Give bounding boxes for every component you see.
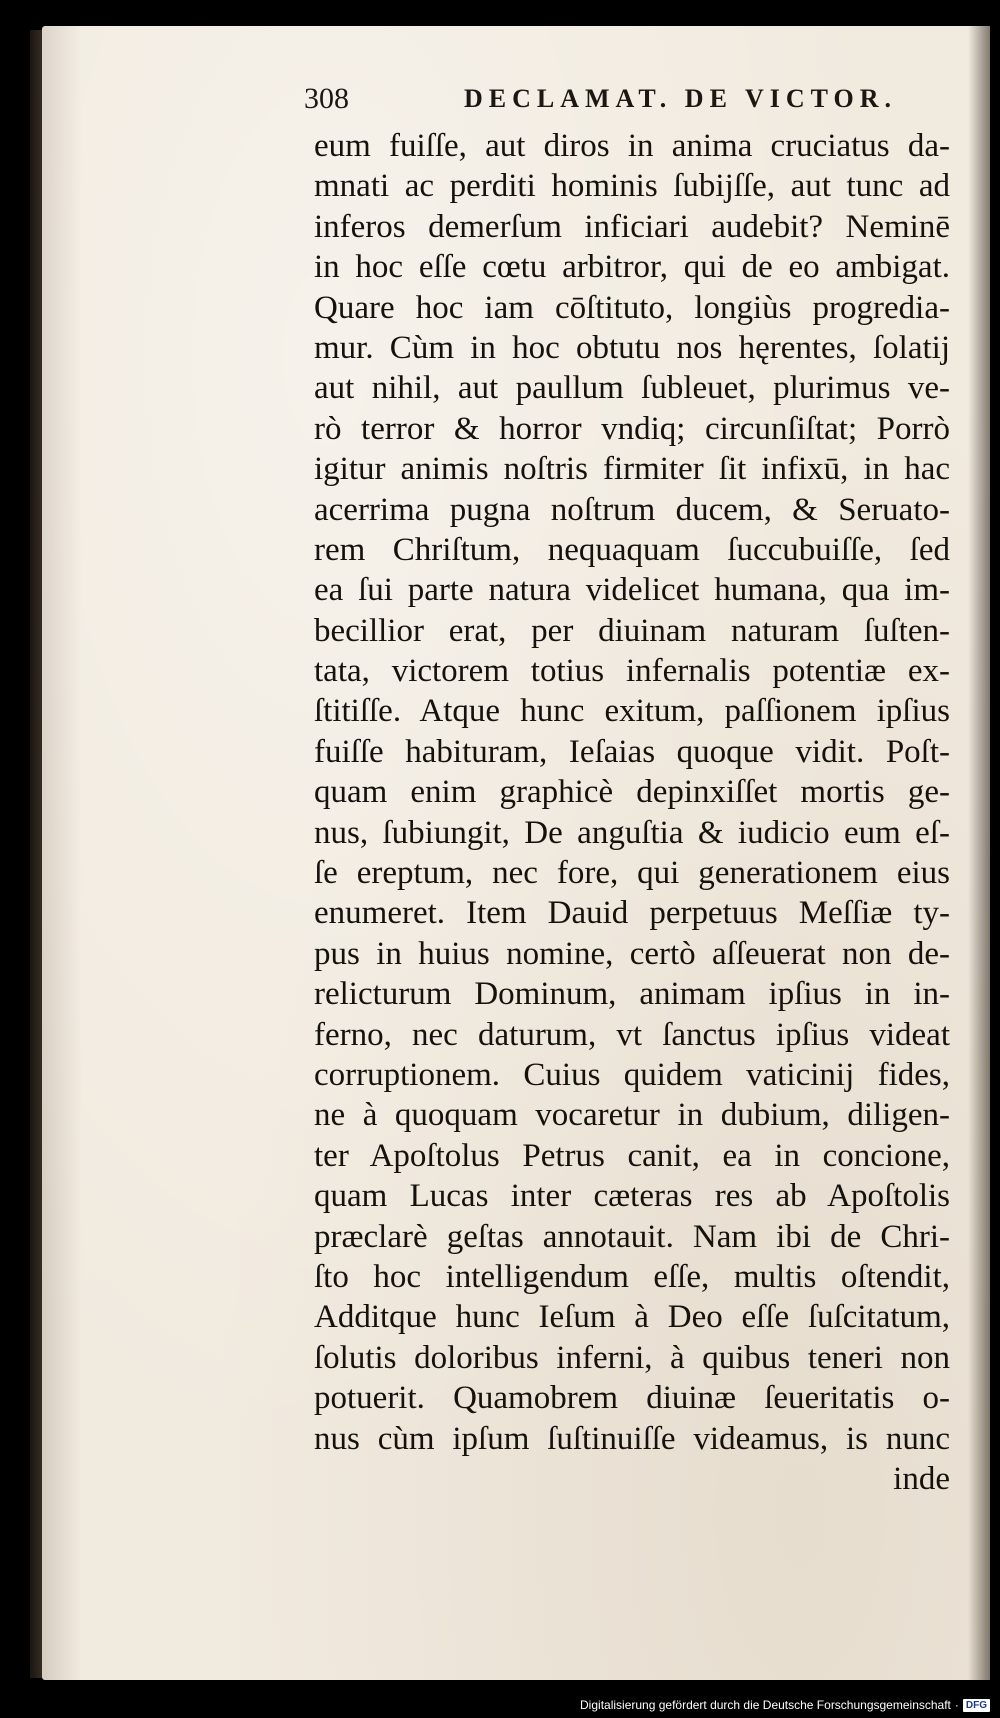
text-line: ne à quoquam vocaretur in dubium, diligen-: [314, 1097, 950, 1134]
text-line: ſto hoc intelligendum eſſe, multis oſtendit,: [314, 1258, 950, 1295]
running-head: DECLAMAT. DE VICTOR.: [464, 84, 898, 113]
text-line: enumeret. Item Dauid perpetuus Meſſiæ ty-: [314, 895, 950, 932]
text-line: Additque hunc Ieſum à Deo eſſe ſuſcitatum,: [314, 1299, 950, 1336]
text-line: mnati ac perditi hominis ſubijſſe, aut tunc ad: [314, 168, 950, 205]
text-line: Quare hoc iam cōſtituto, longiùs progredia-: [314, 289, 950, 326]
digitization-footer: [580, 1696, 990, 1714]
text-line: rò terror & horror vndiq; circunſiſtat; Porrò: [314, 410, 950, 447]
text-line: in hoc eſſe cœtu arbitror, qui de eo ambigat.: [314, 249, 950, 286]
body-text: [314, 126, 950, 1499]
text-line: ſe ereptum, nec fore, qui generationem eius: [314, 855, 950, 892]
footer-separator: ·: [954, 1698, 959, 1712]
text-line: tata, victorem totius infernalis potentiæ ex-: [314, 653, 950, 690]
dfg-logo: DFG: [963, 1699, 990, 1712]
footer-credit: Digitalisierung gefördert durch die Deutsche Forschungsgemeinschaft: [580, 1698, 951, 1712]
text-line: corruptionem. Cuius quidem vaticinij fides,: [314, 1056, 950, 1093]
text-line: præclarè geſtas annotauit. Nam ibi de Chri-: [314, 1218, 950, 1255]
text-line: acerrima pugna noſtrum ducem, & Seruato-: [314, 491, 950, 528]
text-line: becillior erat, per diuinam naturam ſuſten-: [314, 612, 950, 649]
text-line: quam Lucas inter cæteras res ab Apoſtolis: [314, 1178, 950, 1215]
text-line: eum fuiſſe, aut diros in anima cruciatus da-: [314, 128, 950, 164]
text-line: ſtitiſſe. Atque hunc exitum, paſſionem ipſius: [314, 693, 950, 730]
text-line: ſolutis doloribus inferni, à quibus teneri non: [314, 1339, 950, 1376]
text-line: aut nihil, aut paullum ſubleuet, plurimus ve-: [314, 370, 950, 407]
text-line: ea ſui parte natura videlicet humana, qua im-: [314, 572, 950, 609]
text-line: ferno, nec daturum, vt ſanctus ipſius videat: [314, 1016, 950, 1053]
page-number: 308: [304, 82, 349, 115]
text-line: ter Apoſtolus Petrus canit, ea in concione,: [314, 1137, 950, 1174]
text-line: quam enim graphicè depinxiſſet mortis ge-: [314, 774, 950, 811]
catchword: inde: [893, 1460, 950, 1497]
text-line: pus in huius nomine, certò aſſeuerat non de-: [314, 935, 950, 972]
text-line: mur. Cùm in hoc obtutu nos hęrentes, ſolatij: [314, 329, 950, 366]
text-line: igitur animis noſtris firmiter ſit infixū, in hac: [314, 451, 950, 488]
text-line: nus, ſubiungit, De anguſtia & iudicio eum eſ-: [314, 814, 950, 851]
page-gutter-shadow: [968, 26, 990, 1680]
text-line: inferos demerſum inficiari audebit? Neminē: [314, 208, 950, 245]
page-header: [304, 82, 904, 122]
text-line: relicturum Dominum, animam ipſius in in-: [314, 976, 950, 1013]
text-line: rem Chriſtum, nequaquam ſuccubuiſſe, ſed: [314, 531, 950, 568]
text-line: potuerit. Quamobrem diuinæ ſeueritatis o-: [314, 1380, 950, 1417]
text-line: nus cùm ipſum ſuſtinuiſſe videamus, is nunc: [314, 1420, 950, 1457]
text-line: fuiſſe habituram, Ieſaias quoque vidit. Poſt-: [314, 733, 950, 770]
